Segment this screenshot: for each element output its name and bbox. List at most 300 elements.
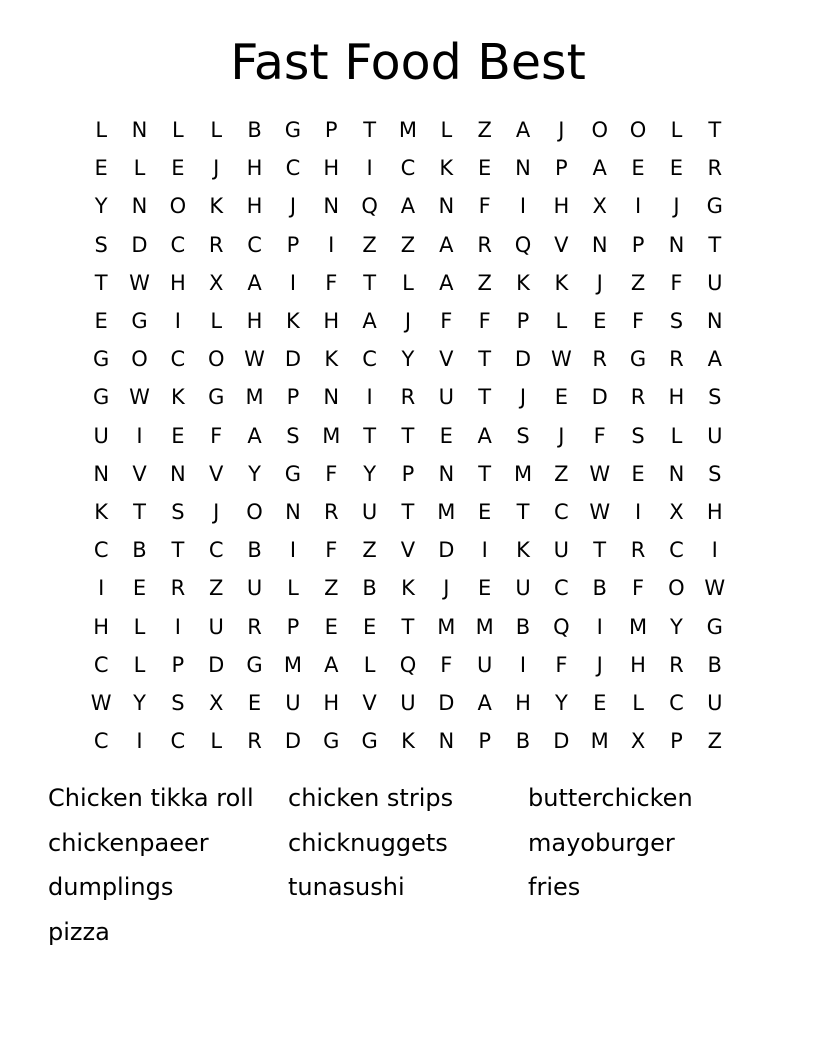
grid-letter[interactable]: V (400, 538, 416, 563)
grid-letter[interactable]: T (478, 461, 492, 486)
grid-letter[interactable]: U (707, 691, 723, 715)
grid-letter[interactable]: O (246, 500, 263, 524)
grid-letter[interactable]: J (558, 423, 565, 448)
grid-letter[interactable]: H (93, 614, 110, 639)
grid-letter[interactable]: N (668, 232, 685, 257)
grid-letter[interactable]: P (286, 385, 300, 410)
grid-letter[interactable]: A (324, 652, 339, 677)
grid-letter[interactable]: G (323, 729, 340, 754)
grid-letter[interactable]: B (707, 652, 722, 677)
grid-letter[interactable]: F (593, 423, 606, 448)
grid-letter[interactable]: G (208, 385, 225, 410)
grid-letter[interactable]: R (323, 500, 339, 524)
grid-letter[interactable]: E (94, 309, 108, 333)
grid-letter[interactable]: R (208, 232, 224, 257)
grid-letter[interactable]: L (363, 652, 376, 677)
grid-letter[interactable]: G (93, 347, 110, 372)
grid-letter[interactable]: F (670, 270, 683, 295)
grid-letter[interactable]: Y (363, 461, 377, 486)
grid-letter[interactable]: C (93, 729, 109, 754)
grid-letter[interactable]: K (439, 156, 454, 181)
grid-letter[interactable]: O (131, 347, 148, 372)
grid-letter[interactable]: O (629, 118, 647, 142)
grid-letter[interactable]: U (707, 423, 723, 448)
grid-letter[interactable]: E (324, 614, 338, 639)
grid-letter[interactable]: G (361, 729, 378, 754)
grid-letter[interactable]: I (289, 538, 297, 563)
grid-letter[interactable]: C (170, 347, 186, 372)
grid-letter[interactable]: I (328, 232, 335, 257)
grid-letter[interactable]: R (247, 614, 262, 639)
grid-letter[interactable]: G (706, 194, 723, 219)
grid-letter[interactable]: Q (553, 614, 570, 639)
grid-letter[interactable]: E (593, 691, 607, 715)
grid-letter[interactable]: X (592, 194, 607, 219)
grid-letter[interactable]: H (169, 270, 186, 295)
grid-letter[interactable]: M (590, 729, 609, 754)
grid-letter[interactable]: C (285, 156, 301, 181)
grid-letter[interactable]: U (400, 691, 416, 715)
grid-letter[interactable]: Y (554, 691, 568, 715)
grid-letter[interactable]: I (174, 614, 181, 639)
grid-letter[interactable]: E (593, 309, 607, 333)
grid-letter[interactable]: A (707, 347, 722, 372)
grid-letter[interactable]: O (169, 194, 187, 219)
grid-letter[interactable]: N (170, 461, 186, 486)
grid-letter[interactable]: I (366, 385, 373, 410)
grid-letter[interactable]: E (439, 423, 453, 448)
grid-letter[interactable]: F (440, 652, 453, 677)
grid-row (82, 302, 734, 340)
grid-letter[interactable]: P (555, 156, 568, 181)
grid-letter[interactable]: K (94, 500, 109, 524)
grid-letter[interactable]: L (287, 576, 299, 601)
grid-letter[interactable]: J (558, 118, 565, 142)
grid-letter[interactable]: E (478, 576, 492, 601)
grid-letter[interactable]: G (284, 461, 302, 486)
grid-letter[interactable]: H (323, 691, 340, 715)
grid-letter[interactable]: H (246, 194, 263, 219)
grid-letter[interactable]: T (363, 118, 377, 142)
grid-letter[interactable]: O (668, 576, 685, 601)
grid-letter[interactable]: L (172, 118, 184, 142)
grid-letter[interactable]: N (438, 194, 455, 219)
grid-letter[interactable]: E (478, 500, 492, 524)
grid-letter[interactable]: L (210, 118, 223, 142)
grid-letter[interactable]: G (246, 652, 263, 677)
grid-letter[interactable]: B (132, 538, 147, 563)
grid-letter[interactable]: J (596, 652, 603, 677)
grid-letter[interactable]: P (516, 309, 530, 333)
grid-letter[interactable]: B (592, 576, 607, 601)
grid-letter[interactable]: N (706, 309, 723, 333)
grid-letter[interactable]: P (324, 118, 338, 142)
grid-letter[interactable]: S (286, 423, 300, 448)
grid-letter[interactable]: E (631, 156, 645, 181)
grid-letter[interactable]: L (670, 118, 683, 142)
word-list-item: mayoburger (528, 828, 675, 857)
grid-letter[interactable]: C (170, 729, 186, 754)
grid-letter[interactable]: L (632, 691, 644, 715)
grid-row (82, 187, 734, 225)
grid-letter[interactable]: I (289, 270, 297, 295)
grid-letter[interactable]: P (670, 729, 683, 754)
grid-letter[interactable]: T (478, 385, 492, 410)
grid-letter[interactable]: U (93, 423, 109, 448)
word-list-item: tunasushi (288, 873, 405, 902)
grid-letter[interactable]: R (170, 576, 186, 601)
grid-letter[interactable]: I (711, 538, 718, 563)
grid-letter[interactable]: R (477, 232, 492, 257)
grid-letter[interactable]: L (133, 614, 146, 639)
grid-letter[interactable]: E (94, 156, 108, 181)
grid-letter[interactable]: T (171, 538, 185, 563)
grid-letter[interactable]: F (440, 309, 453, 333)
grid-letter[interactable]: F (325, 538, 338, 563)
grid-letter[interactable]: I (98, 576, 105, 601)
grid-letter[interactable]: V (209, 461, 224, 486)
grid-letter[interactable]: E (478, 156, 492, 181)
grid-letter[interactable]: W (244, 347, 265, 372)
grid-letter[interactable]: A (515, 118, 531, 142)
grid-letter[interactable]: E (247, 691, 262, 715)
grid-letter[interactable]: E (171, 156, 185, 181)
grid-row (82, 340, 734, 378)
grid-letter[interactable]: B (515, 729, 531, 754)
grid-letter[interactable]: J (519, 385, 527, 410)
grid-letter[interactable]: Y (248, 461, 261, 486)
grid-letter[interactable]: T (94, 270, 108, 295)
grid-letter[interactable]: I (634, 500, 642, 524)
grid-letter[interactable]: L (670, 423, 683, 448)
grid-letter[interactable]: R (669, 347, 684, 372)
grid-letter[interactable]: U (707, 270, 723, 295)
grid-letter[interactable]: M (398, 118, 418, 142)
grid-letter[interactable]: A (439, 232, 454, 257)
puzzle-title: Fast Food Best (230, 34, 586, 91)
grid-letter[interactable]: B (247, 118, 262, 142)
grid-letter[interactable]: E (132, 576, 147, 601)
grid-letter[interactable]: I (519, 194, 527, 219)
grid-letter[interactable]: S (708, 385, 722, 410)
grid-letter[interactable]: H (553, 194, 570, 219)
grid-letter[interactable]: G (93, 385, 110, 410)
grid-letter[interactable]: I (481, 538, 488, 563)
grid-letter[interactable]: K (324, 347, 339, 372)
grid-letter[interactable]: T (133, 500, 146, 524)
grid-letter[interactable]: D (208, 652, 225, 677)
grid-letter[interactable]: K (286, 309, 300, 333)
grid-letter[interactable]: N (438, 729, 455, 754)
grid-letter[interactable]: W (129, 385, 150, 410)
grid-letter[interactable]: V (132, 461, 147, 486)
grid-letter[interactable]: R (247, 729, 262, 754)
grid-letter[interactable]: K (401, 576, 415, 601)
grid-letter[interactable]: T (401, 500, 415, 524)
grid-letter[interactable]: A (362, 309, 377, 333)
grid-letter[interactable]: F (210, 423, 223, 448)
grid-letter[interactable]: N (668, 461, 685, 486)
grid-letter[interactable]: W (90, 691, 112, 715)
grid-letter[interactable]: R (630, 538, 646, 563)
grid-letter[interactable]: Z (324, 576, 339, 601)
grid-letter[interactable]: C (93, 652, 109, 677)
word-list-item: chickenpaeer (48, 828, 209, 857)
grid-letter[interactable]: E (669, 156, 684, 181)
grid-letter[interactable]: I (596, 614, 603, 639)
grid-letter[interactable]: S (94, 232, 108, 257)
grid-letter[interactable]: H (668, 385, 685, 410)
grid-letter[interactable]: E (171, 423, 185, 448)
grid-letter[interactable]: I (136, 423, 143, 448)
grid-letter[interactable]: C (362, 347, 377, 372)
grid-letter[interactable]: Q (514, 232, 532, 257)
grid-letter[interactable]: A (592, 156, 607, 181)
grid-letter[interactable]: F (325, 461, 338, 486)
grid-letter[interactable]: M (513, 461, 533, 486)
grid-letter[interactable]: D (591, 385, 608, 410)
grid-letter[interactable]: H (323, 309, 340, 333)
grid-letter[interactable]: U (553, 538, 570, 563)
grid-letter[interactable]: O (591, 118, 608, 142)
grid-letter[interactable]: B (247, 538, 262, 563)
grid-letter[interactable]: N (131, 194, 148, 219)
grid-letter[interactable]: A (247, 270, 262, 295)
grid-letter[interactable]: K (516, 538, 530, 563)
grid-letter[interactable]: U (361, 500, 378, 524)
grid-letter[interactable]: R (400, 385, 416, 410)
grid-letter[interactable]: G (131, 309, 148, 333)
grid-letter[interactable]: C (208, 538, 224, 563)
grid-letter[interactable]: U (208, 614, 224, 639)
grid-letter[interactable]: G (284, 118, 302, 142)
grid-letter[interactable]: H (246, 309, 263, 333)
grid-letter[interactable]: T (401, 614, 415, 639)
grid-letter[interactable]: S (631, 423, 645, 448)
grid-letter[interactable]: A (247, 423, 262, 448)
grid-letter[interactable]: S (171, 500, 185, 524)
grid-letter[interactable]: T (708, 118, 722, 142)
grid-letter[interactable]: F (325, 270, 338, 295)
grid-letter[interactable]: L (555, 309, 568, 333)
grid-letter[interactable]: J (213, 500, 220, 524)
grid-letter[interactable]: N (93, 461, 110, 486)
grid-letter[interactable]: C (554, 576, 569, 601)
grid-letter[interactable]: E (362, 614, 377, 639)
grid-letter[interactable]: R (592, 347, 608, 372)
grid-letter[interactable]: O (207, 347, 225, 372)
grid-letter[interactable]: C (247, 232, 262, 257)
grid-letter[interactable]: F (632, 576, 645, 601)
grid-letter[interactable]: R (669, 652, 684, 677)
grid-letter[interactable]: Y (401, 347, 415, 372)
grid-letter[interactable]: D (284, 347, 301, 372)
grid-letter[interactable]: J (443, 576, 450, 601)
grid-letter[interactable]: F (632, 309, 645, 333)
grid-row (82, 684, 734, 722)
grid-letter[interactable]: X (669, 500, 684, 524)
grid-letter[interactable]: M (283, 652, 302, 677)
grid-letter[interactable]: P (171, 652, 185, 677)
grid-letter[interactable]: L (95, 118, 108, 142)
grid-letter[interactable]: H (515, 691, 531, 715)
grid-letter[interactable]: Z (554, 461, 569, 486)
grid-letter[interactable]: C (554, 500, 569, 524)
grid-letter[interactable]: Y (133, 691, 146, 715)
grid-letter[interactable]: D (438, 538, 455, 563)
grid-letter[interactable]: K (516, 270, 530, 295)
grid-letter[interactable]: H (246, 156, 263, 181)
grid-letter[interactable]: M (475, 614, 494, 639)
grid-letter[interactable]: N (323, 385, 340, 410)
grid-letter[interactable]: L (440, 118, 453, 142)
grid-letter[interactable]: M (245, 385, 264, 410)
grid-letter[interactable]: U (285, 691, 301, 715)
grid-letter[interactable]: D (514, 347, 532, 372)
grid-letter[interactable]: I (136, 729, 143, 754)
grid-letter[interactable]: N (438, 461, 455, 486)
grid-letter[interactable]: N (591, 232, 608, 257)
grid-letter[interactable]: A (477, 691, 492, 715)
grid-letter[interactable]: Z (477, 118, 492, 142)
grid-letter[interactable]: C (669, 691, 684, 715)
grid-letter[interactable]: V (362, 691, 377, 715)
grid-letter[interactable]: T (708, 232, 722, 257)
grid-letter[interactable]: K (401, 729, 415, 754)
grid-letter[interactable]: H (630, 652, 646, 677)
grid-letter[interactable]: Y (670, 614, 683, 639)
grid-letter[interactable]: J (596, 270, 603, 295)
grid-letter[interactable]: I (174, 309, 181, 333)
grid-letter[interactable]: T (363, 423, 377, 448)
grid-letter[interactable]: I (634, 194, 642, 219)
grid-letter[interactable]: W (704, 576, 726, 601)
grid-letter[interactable]: Z (362, 232, 377, 257)
grid-letter[interactable]: K (554, 270, 569, 295)
grid-letter[interactable]: B (362, 576, 377, 601)
grid-letter[interactable]: S (708, 461, 722, 486)
grid-letter[interactable]: A (439, 270, 454, 295)
grid-letter[interactable]: U (515, 576, 531, 601)
grid-letter[interactable]: Z (209, 576, 224, 601)
grid-letter[interactable]: H (706, 500, 723, 524)
grid-letter[interactable]: A (400, 194, 416, 219)
grid-letter[interactable]: F (555, 652, 568, 677)
grid-letter[interactable]: J (289, 194, 297, 219)
grid-letter[interactable]: P (286, 232, 300, 257)
grid-letter[interactable]: F (478, 194, 491, 219)
grid-letter[interactable]: N (285, 500, 301, 524)
grid-letter[interactable]: M (437, 500, 456, 524)
grid-letter[interactable]: L (133, 652, 146, 677)
grid-letter[interactable]: E (554, 385, 568, 410)
grid-letter[interactable]: L (210, 309, 223, 333)
grid-letter[interactable]: C (170, 232, 186, 257)
grid-letter[interactable]: G (629, 347, 647, 372)
grid-letter[interactable]: N (515, 156, 531, 181)
grid-letter[interactable]: W (129, 270, 150, 295)
grid-letter[interactable]: M (322, 423, 341, 448)
grid-letter[interactable]: S (171, 691, 185, 715)
grid-letter[interactable]: F (478, 309, 491, 333)
grid-letter[interactable]: G (706, 614, 723, 639)
grid-letter[interactable]: D (553, 729, 570, 754)
grid-letter[interactable]: T (363, 270, 377, 295)
grid-letter[interactable]: M (437, 614, 456, 639)
grid-letter[interactable]: X (209, 270, 224, 295)
grid-letter[interactable]: P (478, 729, 491, 754)
grid-letter[interactable]: A (477, 423, 492, 448)
grid-letter[interactable]: V (554, 232, 569, 257)
grid-letter[interactable]: P (631, 232, 645, 257)
grid-letter[interactable]: P (286, 614, 300, 639)
grid-letter[interactable]: U (246, 576, 263, 601)
grid-letter[interactable]: S (516, 423, 530, 448)
grid-letter[interactable]: D (438, 691, 455, 715)
grid-letter[interactable]: X (209, 691, 224, 715)
grid-letter[interactable]: U (438, 385, 454, 410)
grid-letter[interactable]: N (323, 194, 340, 219)
grid-letter[interactable]: W (589, 500, 611, 524)
grid-letter[interactable]: D (131, 232, 148, 257)
grid-letter[interactable]: Z (707, 729, 722, 754)
grid-letter[interactable]: T (401, 423, 415, 448)
grid-letter[interactable]: Z (362, 538, 377, 563)
grid-row (82, 569, 734, 607)
grid-letter[interactable]: L (210, 729, 223, 754)
grid-letter[interactable]: C (669, 538, 684, 563)
grid-letter[interactable]: H (323, 156, 340, 181)
grid-letter[interactable]: M (629, 614, 648, 639)
grid-letter[interactable]: C (93, 538, 109, 563)
grid-letter[interactable]: K (170, 385, 185, 410)
grid-letter[interactable]: K (209, 194, 224, 219)
grid-letter[interactable]: C (400, 156, 416, 181)
grid-letter[interactable]: V (439, 347, 454, 372)
grid-letter[interactable]: U (476, 652, 493, 677)
word-list-item: butterchicken (528, 784, 693, 812)
grid-letter[interactable]: E (631, 461, 645, 486)
grid-letter[interactable]: R (630, 385, 646, 410)
grid-letter[interactable]: S (669, 309, 684, 333)
grid-letter[interactable]: Q (361, 194, 378, 219)
grid-letter[interactable]: J (673, 194, 680, 219)
grid-letter[interactable]: T (516, 500, 530, 524)
grid-letter[interactable]: T (478, 347, 492, 372)
grid-letter[interactable]: P (401, 461, 415, 486)
grid-letter[interactable]: T (593, 538, 607, 563)
grid-letter[interactable]: W (550, 347, 572, 372)
grid-letter[interactable]: W (589, 461, 611, 486)
grid-letter[interactable]: Z (477, 270, 492, 295)
grid-letter[interactable]: J (213, 156, 220, 181)
grid-letter[interactable]: L (133, 156, 146, 181)
grid-letter[interactable]: I (366, 156, 373, 181)
grid-letter[interactable]: Y (94, 194, 108, 219)
grid-letter[interactable]: N (131, 118, 148, 142)
grid-letter[interactable]: I (519, 652, 527, 677)
grid-row (82, 264, 734, 302)
grid-letter[interactable]: L (402, 270, 414, 295)
grid-letter[interactable]: B (515, 614, 531, 639)
grid-letter[interactable]: X (630, 729, 646, 754)
grid-letter[interactable]: Z (630, 270, 646, 295)
grid-letter[interactable]: Z (400, 232, 416, 257)
grid-letter[interactable]: R (707, 156, 723, 181)
grid-letter[interactable]: D (284, 729, 301, 754)
grid-letter[interactable]: J (404, 309, 412, 333)
grid-letter[interactable]: Q (399, 652, 417, 677)
